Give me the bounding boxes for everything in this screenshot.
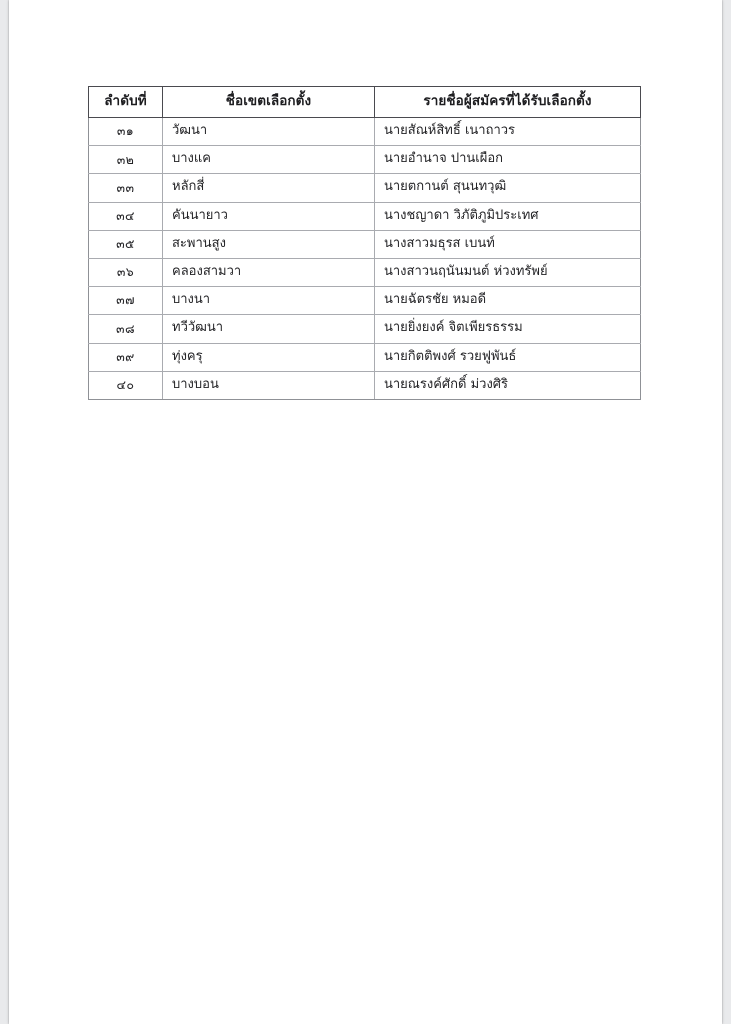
cell-winner: นายฉัตรชัย หมอดี	[375, 287, 641, 315]
column-header-district: ชื่อเขตเลือกตั้ง	[163, 87, 375, 118]
cell-order: ๓๗	[89, 287, 163, 315]
table-row	[89, 258, 641, 286]
cell-district: บางบอน	[163, 371, 375, 399]
cell-district: ทุ่งครุ	[163, 343, 375, 371]
cell-order: ๓๕	[89, 230, 163, 258]
cell-winner: นายตกานต์ สุนนทวุฒิ	[375, 174, 641, 202]
table-row	[89, 118, 641, 146]
column-header-order: ลำดับที่	[89, 87, 163, 118]
cell-order: ๓๓	[89, 174, 163, 202]
table-row	[89, 315, 641, 343]
cell-winner: นายณรงค์ศักดิ์ ม่วงศิริ	[375, 371, 641, 399]
cell-district: หลักสี่	[163, 174, 375, 202]
cell-district: คลองสามวา	[163, 258, 375, 286]
cell-winner: นางสาวมธุรส เบนท์	[375, 230, 641, 258]
cell-winner: นายอำนาจ ปานเผือก	[375, 146, 641, 174]
election-results-table-container	[88, 86, 640, 400]
table-row	[89, 202, 641, 230]
cell-winner: นางชญาดา วิภัติภูมิประเทศ	[375, 202, 641, 230]
cell-winner: นายกิตติพงศ์ รวยฟูพันธ์	[375, 343, 641, 371]
cell-district: สะพานสูง	[163, 230, 375, 258]
table-row	[89, 371, 641, 399]
table-header-row	[89, 87, 641, 118]
table-header	[89, 87, 641, 118]
table-body	[89, 118, 641, 400]
cell-order: ๓๖	[89, 258, 163, 286]
table-row	[89, 343, 641, 371]
cell-district: วัฒนา	[163, 118, 375, 146]
table-row	[89, 174, 641, 202]
election-results-table	[88, 86, 641, 400]
cell-district: บางแค	[163, 146, 375, 174]
cell-order: ๓๒	[89, 146, 163, 174]
table-row	[89, 230, 641, 258]
cell-winner: นางสาวนฤนันมนต์ ห่วงทรัพย์	[375, 258, 641, 286]
column-header-winner: รายชื่อผู้สมัครที่ได้รับเลือกตั้ง	[375, 87, 641, 118]
table-row	[89, 146, 641, 174]
cell-district: บางนา	[163, 287, 375, 315]
cell-order: ๓๔	[89, 202, 163, 230]
cell-order: ๔๐	[89, 371, 163, 399]
cell-district: คันนายาว	[163, 202, 375, 230]
cell-winner: นายสัณห์สิทธิ์ เนาถาวร	[375, 118, 641, 146]
cell-order: ๓๑	[89, 118, 163, 146]
cell-district: ทวีวัฒนา	[163, 315, 375, 343]
table-row	[89, 287, 641, 315]
cell-order: ๓๘	[89, 315, 163, 343]
document-page	[9, 0, 722, 1024]
cell-order: ๓๙	[89, 343, 163, 371]
cell-winner: นายยิ่งยงค์ จิตเพียรธรรม	[375, 315, 641, 343]
